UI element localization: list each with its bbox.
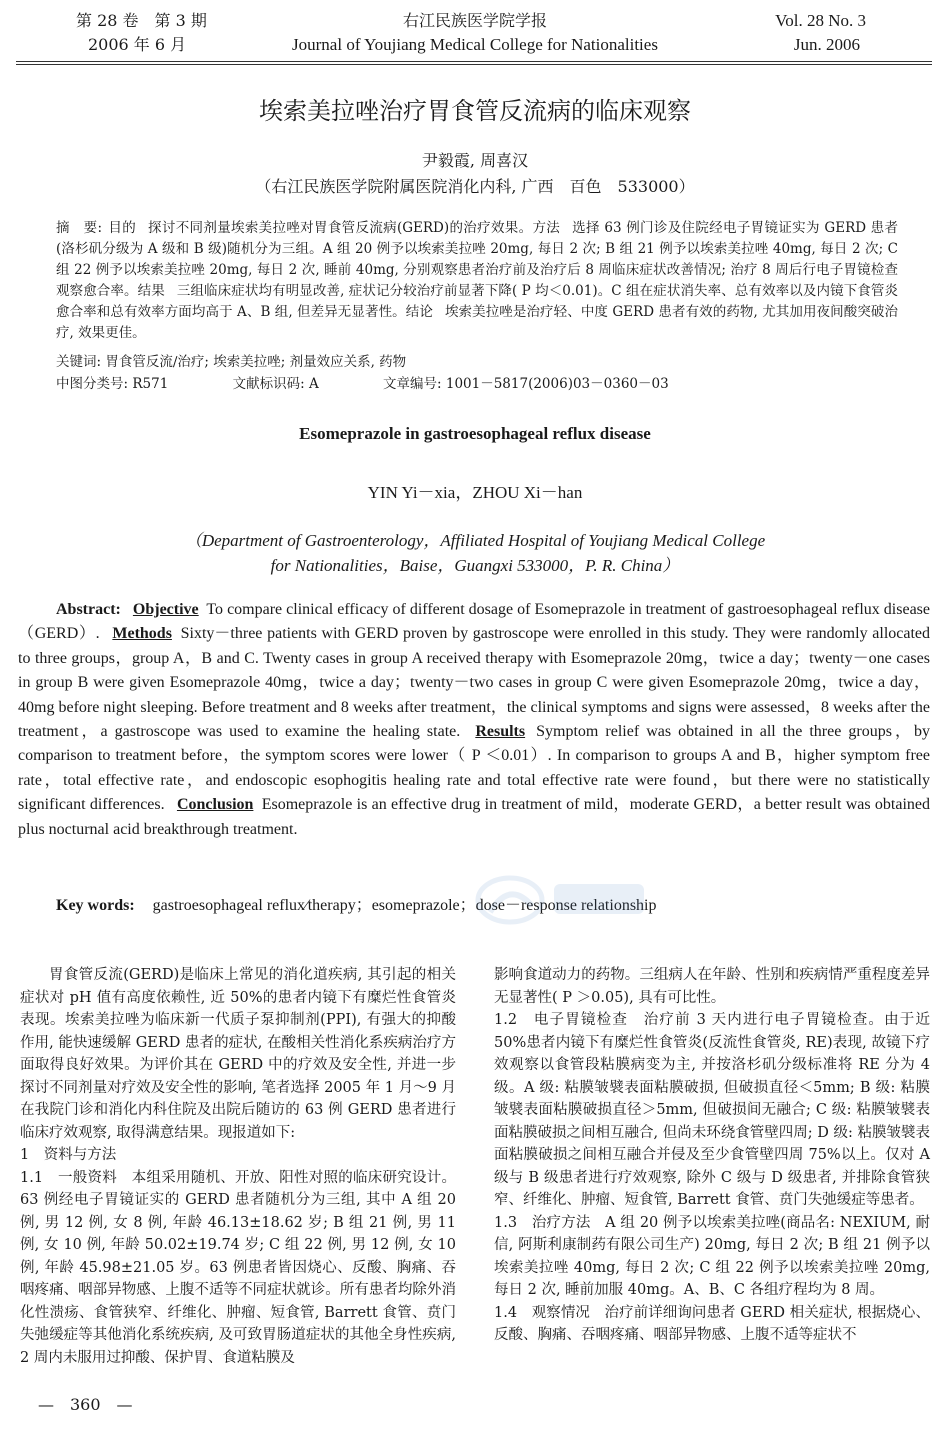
abstract-cn-methods: 选择 63 例门诊及住院经电子胃镜证实为 GERD 患者(洛杉矶分级为 A 级和 B 级)随机分为三组。A 组 20 例予以埃索美拉唑 20mg, 每日 2 次; B 组 21 例予以埃索美拉唑 40mg, 每日 2 次; C 组 22 例予以埃索美拉唑 20mg, 每日 2 次, 睡前 40mg, 分别观察患者治疗前及治疗后 8 周临床症状改善情况; 治疗 8 周后行电子胃镜检查观察愈合率。	[56, 220, 899, 299]
abstract-en-objective-label: Objective	[132, 601, 199, 618]
header-journal-en: Journal of Youjiang Medical College for Nationalities	[292, 35, 658, 54]
header-date-en: Jun. 2006	[793, 35, 860, 54]
keywords-cn-text: 胃食管反流∕治疗; 埃索美拉唑; 剂量效应关系, 药物	[105, 354, 407, 370]
keywords-cn	[56, 352, 406, 373]
header-vol-en: Vol. 28 No. 3	[775, 11, 866, 30]
title-cn: 埃索美拉唑治疗胃食管反流病的临床观察	[259, 97, 691, 125]
abstract-en-methods-label: Methods	[112, 625, 172, 643]
body-sec1-3: 1.3 治疗方法 A 组 20 例予以埃索美拉唑(商品名: NEXIUM, 耐信, 阿斯利康制药有限公司生产) 20mg, 每日 2 次; B 组 21 例予以埃索美拉唑 40mg, 每日 2 次; C 组 22 例予以埃索美拉唑 20mg, 每日 2 次, 睡前加服 40mg。A、B、C 各组疗程均为 8 周。	[494, 1214, 930, 1298]
doc-code-label: 文献标识码:	[232, 376, 305, 392]
abstract-cn-objective-label: 目的	[108, 220, 137, 236]
abstract-cn-conclusion: 埃索美拉唑是治疗轻、中度 GERD 患者有效的药物, 尤其加用夜间酸突破治疗, 效果更佳。	[56, 304, 898, 341]
body-sec1-4: 1.4 观察情况 治疗前详细询问患者 GERD 相关症状, 根据烧心、反酸、胸痛、吞咽疼痛、咽部异物感、上腹不适等症状不	[494, 1304, 930, 1343]
body-right-column	[494, 964, 930, 1347]
abstract-en-results-label: Results	[475, 723, 526, 741]
header-date: 2006 年 6 月	[88, 35, 187, 54]
keywords-en-label: Key words:	[56, 897, 135, 914]
abstract-en-results: Symptom relief was obtained in all the three groups，by comparison to treatment before，the symptom scores were lower（ P ＜0.01）. In comparison to groups A and B，higher symptom free rate，total effective rate，and endoscopic esophogitis healing rate and total effective rate were found，but there were no statistically significant differences.	[18, 723, 931, 814]
abstract-en-methods: Sixty－three patients with GERD proven by gastroscope were enrolled in this study. They were randomly allocated to three groups，group A，B and C. Twenty cases in group A received therapy with Esomeprazole 20mg，twice a day；twenty－one cases in group B were given Esomeprazole 40mg，twice a day；twenty－two cases in group C were given Esomeprazole 20mg，twice a day，40mg before night sleeping. Before treatment and 8 weeks after treatment，the clinical symptoms and signs were assessed，8 weeks after the treatment，a gastroscope was used to examine the healing state.	[18, 625, 931, 741]
watermark-logo	[470, 860, 660, 940]
article-no-value: 1001－5817(2006)03－0360－03	[445, 376, 669, 392]
keywords-en-text: gastroesophageal reflux∕therapy；esomeprazole；dose－response relationship	[152, 897, 657, 914]
body-continuation: 影响食道动力的药物。三组病人在年龄、性别和疾病情严重程度差异无显著性( P ＞0.05), 具有可比性。	[494, 967, 930, 1006]
clc-value: R571	[132, 376, 169, 392]
abstract-cn-results-label: 结果	[137, 283, 165, 299]
header-volume: 第 28 卷 第 3 期	[76, 11, 207, 30]
abstract-en-conclusion-label: Conclusion	[176, 796, 254, 814]
abstract-en	[18, 598, 930, 842]
abstract-en-label: Abstract:	[56, 601, 121, 618]
heading-sec1: 1 资料与方法	[20, 1147, 117, 1163]
body-intro: 胃食管反流(GERD)是临床上常见的消化道疾病, 其引起的相关症状对 pH 值有高度依赖性, 近 50%的患者内镜下有糜烂性食管炎表现。埃索美拉唑为临床新一代质子泵抑制剂(PPI), 有强大的抑酸作用, 能快速缓解 GERD 患者的症状, 在酸相关性消化系疾病治疗方面取得良好效果。为评价其在 GERD 中的疗效及安全性, 并进一步探讨不同剂量对疗效及安全性的影响, 笔者选择 2005 年 1 月～9 月在我院门诊和消化内科住院及出院后随访的 63 例 GERD 患者进行临床疗效观察, 取得满意结果。现报道如下:	[20, 967, 456, 1141]
authors-cn: 尹毅霞, 周喜汉	[421, 151, 529, 170]
classification-line	[56, 374, 669, 395]
abstract-cn-label: 摘 要:	[56, 220, 103, 236]
authors-en: YIN Yi－xia，ZHOU Xi－han	[367, 483, 583, 502]
affiliation-en-2: for Nationalities，Baise，Guangxi 533000，P. R. China）	[270, 556, 680, 575]
abstract-cn-conclusion-label: 结论	[405, 304, 433, 320]
abstract-en-conclusion: Esomeprazole is an effective drug in treatment of mild，moderate GERD，a better result was obtained plus nocturnal acid breakthrough treatment.	[18, 796, 931, 838]
abstract-cn-methods-label: 方法	[532, 220, 561, 236]
clc-label: 中图分类号:	[56, 376, 129, 392]
article-no-label: 文章编号:	[383, 376, 442, 392]
header-rule-top	[16, 61, 932, 62]
abstract-cn-results: 三组临床症状均有明显改善, 症状记分较治疗前显著下降( P 均＜0.01)。C 组在症状消失率、总有效率以及内镜下食管炎愈合率和总有效率方面均高于 A、B 组, 但差异无显著性。	[56, 283, 899, 320]
abstract-en-objective: To compare clinical efficacy of different dosage of Esomeprazole in treatment of gastroesophageal reflux disease（GERD）.	[18, 601, 931, 643]
header-rule-bottom	[16, 64, 932, 65]
abstract-cn-objective: 探讨不同剂量埃索美拉唑对胃食管反流病(GERD)的治疗效果。	[148, 220, 533, 236]
body-sec1-2: 1.2 电子胃镜检查 治疗前 3 天内进行电子胃镜检查。由于近 50%患者内镜下有糜烂性食管炎(反流性食管炎, RE)表现, 故镜下疗效观察以食管段粘膜病变为主, 并按洛杉矶分级标准将 RE 分为 4 级。A 级: 粘膜皱襞表面粘膜破损, 但破损直径＜5mm; B 级: 粘膜皱襞表面粘膜破损直径＞5mm, 但破损间无融合; C 级: 粘膜皱襞表面粘膜破损之间相互融合, 但尚未环绕食管壁四周; D 级: 粘膜皱襞表面粘膜破损之间相互融合并侵及至少食管壁四周 75%以上。仅对 A 级与 B 级患者进行疗效观察, 除外 C 级与 D 级患者, 并排除食管狭窄、纤维化、肿瘤、短食管, Barrett 食管、贲门失弛缓症等患者。	[494, 1012, 930, 1208]
keywords-cn-label: 关键词:	[56, 354, 102, 370]
abstract-cn	[56, 218, 898, 344]
doc-code-value: A	[308, 376, 319, 392]
body-sec1-1: 1.1 一般资料 本组采用随机、开放、阳性对照的临床研究设计。63 例经电子胃镜证实的 GERD 患者随机分为三组, 其中 A 组 20 例, 男 12 例, 女 8 例, 年龄 46.13±18.62 岁; B 组 21 例, 男 11 例, 女 10 例, 年龄 50.02±19.74 岁; C 组 22 例, 男 12 例, 女 10 例, 年龄 45.98±21.05 岁。63 例患者皆因烧心、反酸、胸痛、吞咽疼痛、咽部异物感、上腹不适等不同症状就诊。所有患者均除外消化性溃疡、食管狭窄、纤维化、肿瘤、短食管, Barrett 食管、贲门失弛缓症等其他消化系统疾病, 及可致胃肠道症状的其他全身性疾病, 2 周内未服用过抑酸、保护胃、食道粘膜及	[20, 1169, 456, 1366]
page-number: — 360 —	[38, 1395, 133, 1414]
header-journal-cn: 右江民族医学院学报	[402, 11, 547, 30]
affiliation-en-1: （Department of Gastroenterology，Affiliated Hospital of Youjiang Medical College	[184, 531, 766, 550]
title-en: Esomeprazole in gastroesophageal reflux disease	[299, 424, 651, 443]
affiliation-cn: （右江民族医学院附属医院消化内科, 广西 百色 533000）	[255, 177, 695, 196]
body-left-column	[20, 964, 456, 1369]
